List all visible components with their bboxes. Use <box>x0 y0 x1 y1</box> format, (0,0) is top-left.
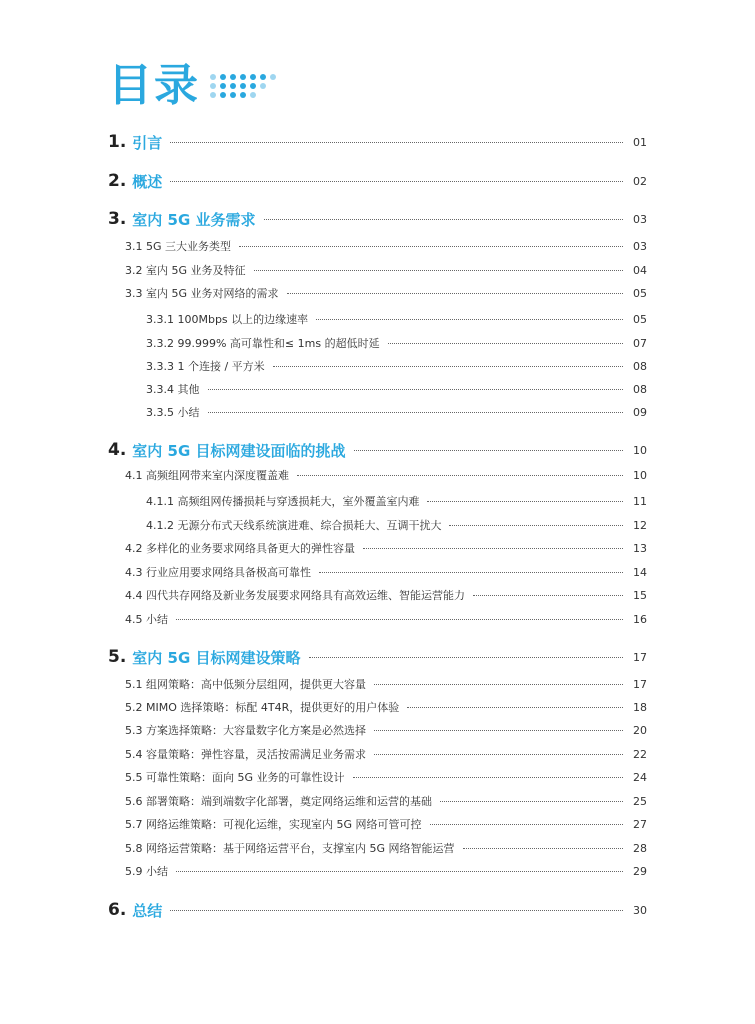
toc-entry-4-4[interactable] <box>125 586 647 604</box>
toc-entry-5[interactable] <box>108 644 647 670</box>
entry-title: 3.3.3 1 个连接 / 平方米 <box>146 360 265 373</box>
dotted-leader <box>440 801 623 802</box>
toc-entry-3-3-1[interactable] <box>146 310 647 328</box>
entry-title: 3.3.5 小结 <box>146 406 200 419</box>
dotted-leader <box>176 619 623 620</box>
toc-entry-3-3[interactable] <box>125 284 647 302</box>
page-number: 18 <box>633 700 647 714</box>
section-number: 5. <box>108 647 127 667</box>
entry-title: 5.2 MIMO 选择策略：标配 4T4R，提供更好的用户体验 <box>125 701 400 714</box>
dotted-leader <box>463 848 623 849</box>
toc-entry-3-1[interactable] <box>125 237 647 255</box>
section-number: 3. <box>108 209 127 229</box>
dotted-leader <box>176 871 623 872</box>
dotted-leader <box>473 595 623 596</box>
entry-title: 5.4 容量策略：弹性容量，灵活按需满足业务需求 <box>125 748 366 761</box>
dotted-leader <box>297 475 623 476</box>
toc-entry-6[interactable] <box>108 897 647 923</box>
entry-title: 4.5 小结 <box>125 613 168 626</box>
toc-entry-4-1-2[interactable] <box>146 516 647 534</box>
toc-entry-5-4[interactable] <box>125 745 647 763</box>
toc-entry-3-3-4[interactable] <box>146 380 647 398</box>
dotted-leader <box>427 501 623 502</box>
section-title: 总结 <box>132 901 163 920</box>
dotted-leader <box>170 181 623 182</box>
toc-entry-5-8[interactable] <box>125 839 647 857</box>
dotted-leader <box>239 246 623 247</box>
page-number: 07 <box>633 336 647 350</box>
dotted-leader <box>170 142 623 143</box>
page-number: 03 <box>633 212 647 226</box>
page-number: 11 <box>633 494 647 508</box>
entry-title: 5.3 方案选择策略：大容量数字化方案是必然选择 <box>125 724 366 737</box>
page-number: 08 <box>633 359 647 373</box>
entry-title: 5.1 组网策略：高中低频分层组网，提供更大容量 <box>125 678 366 691</box>
dotted-leader <box>316 319 623 320</box>
entry-title: 5.8 网络运营策略：基于网络运营平台，支撑室内 5G 网络智能运营 <box>125 842 455 855</box>
page-number: 04 <box>633 263 647 277</box>
section-title: 室内 5G 目标网建设策略 <box>132 648 301 667</box>
dotted-leader <box>374 730 623 731</box>
dotted-leader <box>354 450 624 451</box>
page-number: 09 <box>633 405 647 419</box>
dotted-leader <box>254 270 623 271</box>
page-number: 24 <box>633 770 647 784</box>
page-number: 22 <box>633 747 647 761</box>
dotted-leader <box>309 657 624 658</box>
entry-title: 3.1 5G 三大业务类型 <box>125 240 232 253</box>
entry-title: 5.9 小结 <box>125 865 168 878</box>
entry-title: 4.3 行业应用要求网络具备极高可靠性 <box>125 566 311 579</box>
page-number: 12 <box>633 518 647 532</box>
toc-entry-4-2[interactable] <box>125 539 647 557</box>
page-number: 03 <box>633 239 647 253</box>
section-number: 2. <box>108 171 127 191</box>
toc-entry-1[interactable] <box>108 129 647 155</box>
toc-entry-5-7[interactable] <box>125 815 647 833</box>
entry-title: 3.3 室内 5G 业务对网络的需求 <box>125 287 279 300</box>
entry-title: 5.7 网络运维策略：可视化运维，实现室内 5G 网络可管可控 <box>125 818 422 831</box>
dotted-leader <box>273 366 623 367</box>
dotted-leader <box>287 293 623 294</box>
toc-entry-4-3[interactable] <box>125 563 647 581</box>
entry-title: 5.6 部署策略：端到端数字化部署，奠定网络运维和运营的基础 <box>125 795 432 808</box>
dotted-leader <box>430 824 623 825</box>
toc-entry-5-1[interactable] <box>125 675 647 693</box>
page-number: 02 <box>633 174 647 188</box>
page-number: 13 <box>633 541 647 555</box>
page-number: 17 <box>633 677 647 691</box>
entry-title: 3.3.4 其他 <box>146 383 200 396</box>
dot-pattern-icon <box>210 74 277 98</box>
dotted-leader <box>374 684 623 685</box>
page-number: 17 <box>633 650 647 664</box>
toc-entry-3-3-5[interactable] <box>146 403 647 421</box>
dotted-leader <box>353 777 623 778</box>
page-number: 30 <box>633 903 647 917</box>
entry-title: 4.1 高频组网带来室内深度覆盖难 <box>125 469 289 482</box>
section-title: 室内 5G 业务需求 <box>132 210 256 229</box>
dotted-leader <box>374 754 623 755</box>
dotted-leader <box>208 412 624 413</box>
toc-entry-5-5[interactable] <box>125 768 647 786</box>
dotted-leader <box>319 572 623 573</box>
toc-entry-3[interactable] <box>108 206 647 232</box>
entry-title: 4.1.1 高频组网传播损耗与穿透损耗大，室外覆盖室内难 <box>146 495 420 508</box>
page-number: 01 <box>633 135 647 149</box>
entry-title: 3.3.1 100Mbps 以上的边缘速率 <box>146 313 309 326</box>
entry-title: 5.5 可靠性策略：面向 5G 业务的可靠性设计 <box>125 771 345 784</box>
toc-entry-5-9[interactable] <box>125 862 647 880</box>
page-number: 15 <box>633 588 647 602</box>
toc-entry-5-3[interactable] <box>125 721 647 739</box>
dotted-leader <box>407 707 623 708</box>
page-number: 20 <box>633 723 647 737</box>
entry-title: 4.4 四代共存网络及新业务发展要求网络具有高效运维、智能运营能力 <box>125 589 465 602</box>
toc-entry-4-1-1[interactable] <box>146 492 647 510</box>
toc-entry-3-2[interactable] <box>125 261 647 279</box>
entry-title: 4.1.2 无源分布式天线系统演进难、综合损耗大、互调干扰大 <box>146 519 442 532</box>
page-number: 10 <box>633 443 647 457</box>
toc-entry-2[interactable] <box>108 168 647 194</box>
page-number: 05 <box>633 312 647 326</box>
dotted-leader <box>208 389 624 390</box>
toc-entry-5-2[interactable] <box>125 698 647 716</box>
page-number: 05 <box>633 286 647 300</box>
section-title: 引言 <box>132 133 163 152</box>
entry-title: 3.3.2 99.999% 高可靠性和≤ 1ms 的超低时延 <box>146 337 380 350</box>
page-number: 16 <box>633 612 647 626</box>
page-number: 27 <box>633 817 647 831</box>
section-title: 概述 <box>132 172 163 191</box>
page-title: 目录 <box>108 60 200 111</box>
page-number: 28 <box>633 841 647 855</box>
page-number: 14 <box>633 565 647 579</box>
page-number: 10 <box>633 468 647 482</box>
page-number: 25 <box>633 794 647 808</box>
section-number: 4. <box>108 440 127 460</box>
dotted-leader <box>363 548 623 549</box>
toc-entry-4[interactable] <box>108 437 647 463</box>
dotted-leader <box>170 910 623 911</box>
toc-entry-5-6[interactable] <box>125 792 647 810</box>
section-number: 1. <box>108 132 127 152</box>
toc-entry-4-5[interactable] <box>125 610 647 628</box>
toc-header <box>108 60 277 111</box>
toc-entry-4-1[interactable] <box>125 466 647 484</box>
entry-title: 4.2 多样化的业务要求网络具备更大的弹性容量 <box>125 542 355 555</box>
dotted-leader <box>388 343 623 344</box>
page-number: 08 <box>633 382 647 396</box>
section-title: 室内 5G 目标网建设面临的挑战 <box>132 441 346 460</box>
section-number: 6. <box>108 900 127 920</box>
dotted-leader <box>264 219 624 220</box>
toc-entry-3-3-3[interactable] <box>146 357 647 375</box>
entry-title: 3.2 室内 5G 业务及特征 <box>125 264 246 277</box>
dotted-leader <box>449 525 623 526</box>
page-number: 29 <box>633 864 647 878</box>
toc-entry-3-3-2[interactable] <box>146 334 647 352</box>
